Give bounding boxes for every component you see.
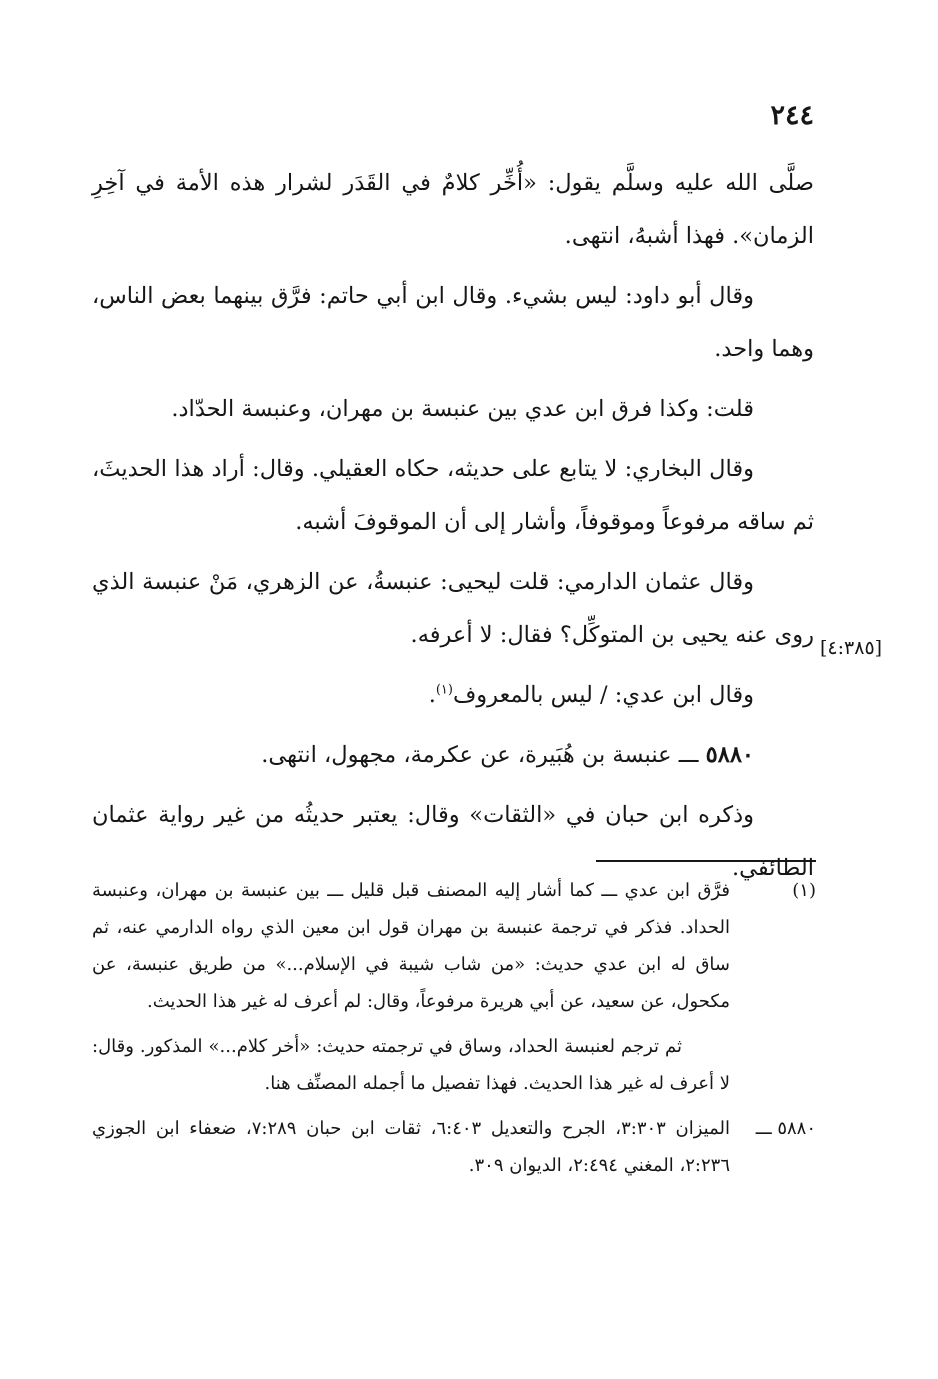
- paragraph-bukhari: وقال البخاري: لا يتابع على حديثه، حكاه العقيلي. وقال: أراد هذا الحديثَ، ثم ساقه مرفوعاً وموقوفاً، وأشار إلى أن الموقوفَ أشبه.: [92, 456, 814, 535]
- paragraph-quote: صلَّى الله عليه وسلَّم يقول: «أُخِّر كلامٌ في القَدَر لشرار هذه الأمة في آخِرِ الزمان». فهذا أشبهُ، انتهى.: [92, 170, 814, 249]
- paragraph-abu-dawud: وقال أبو داود: ليس بشيء. وقال ابن أبي حاتم: فرَّق بينهما بعض الناس، وهما واحد.: [92, 283, 814, 362]
- footnotes: [92, 872, 816, 1184]
- paragraph-ibn-hibban: وذكره ابن حبان في «الثقات» وقال: يعتبر حديثُه من غير رواية عثمان الطائفي.: [92, 802, 814, 881]
- footnote-5880-marker: ٥٨٨٠ ـــ: [755, 1118, 816, 1139]
- paragraph-qultu: قلت: وكذا فرق ابن عدي بين عنبسة بن مهران، وعنبسة الحدّاد.: [171, 396, 754, 422]
- entry-5880: [92, 729, 814, 782]
- footnote-1-marker: (١): [792, 880, 816, 901]
- footnote-1-text: فرَّق ابن عدي ـــ كما أشار إليه المصنف قبل قليل ـــ بين عنبسة بن مهران، وعنبسة الحداد. فذكر في ترجمة عنبسة بن مهران قول ابن معين الذي رواه الدارمي عنه، ثم ساق له ابن عدي حديث: «من شاب شيبة في الإسلام...» من طريق عنبسة، عن مكحول، عن سعيد، عن أبي هريرة مرفوعاً، وقال: لم أعرف له غير هذا الحديث.: [92, 880, 730, 1012]
- footnote-1: [92, 872, 816, 1102]
- entry-dash: ـــ: [671, 742, 706, 768]
- paragraph-ibn-adi: [92, 669, 814, 722]
- ibn-adi-text: وقال ابن عدي: / ليس بالمعروف: [452, 682, 754, 708]
- page-number: ٢٤٤: [770, 100, 814, 131]
- paragraph-darimi: وقال عثمان الدارمي: قلت ليحيى: عنبسةُ، عن الزهري، مَنْ عنبسة الذي روى عنه يحيى بن المتوكِّل؟ فقال: لا أعرفه.: [92, 569, 814, 648]
- entry-number: ٥٨٨٠: [705, 742, 754, 768]
- footnote-1-continuation: ثم ترجم لعنبسة الحداد، وساق في ترجمته حديث: «أخر كلام...» المذكور. وقال: لا أعرف له غير هذا الحديث. فهذا تفصيل ما أجمله المصنِّف هنا.: [92, 1036, 730, 1094]
- margin-volume-reference: [٤:٣٨٥]: [820, 637, 883, 659]
- ibn-adi-end: .: [428, 682, 436, 708]
- footnote-ref-1[interactable]: (١): [435, 682, 453, 698]
- entry-text: عنبسة بن هُبَيرة، عن عكرمة، مجهول، انتهى.: [261, 742, 672, 768]
- main-text: [92, 157, 814, 895]
- footnote-5880-text: الميزان ٣:٣٠٣، الجرح والتعديل ٦:٤٠٣، ثقات ابن حبان ٧:٢٨٩، ضعفاء ابن الجوزي ٢:٢٣٦، المغني ٢:٤٩٤، الديوان ٣٠٩.: [92, 1118, 730, 1176]
- footnote-5880: [92, 1110, 816, 1184]
- footnote-separator: [596, 860, 816, 862]
